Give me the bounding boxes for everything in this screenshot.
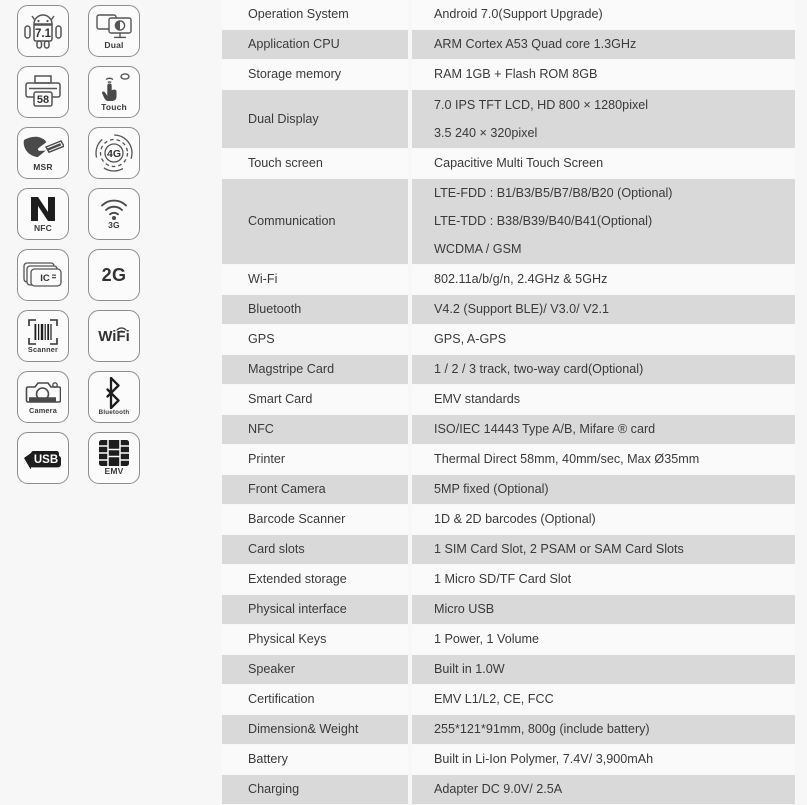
spec-value	[412, 385, 795, 414]
spec-value-line: 255*121*91mm, 800g (include battery)	[434, 722, 650, 736]
spec-label: Smart Card	[222, 385, 408, 414]
spec-value-line: V4.2 (Support BLE)/ V3.0/ V2.1	[434, 302, 610, 316]
android-version-icon	[17, 5, 69, 57]
table-row	[222, 415, 795, 444]
spec-label: Operation System	[222, 0, 408, 29]
bluetooth-label: Bluetooth	[98, 409, 130, 417]
table-row	[222, 625, 795, 654]
spec-label: Extended storage	[222, 565, 408, 594]
spec-value	[412, 149, 795, 178]
spec-value	[412, 625, 795, 654]
table-row	[222, 30, 795, 59]
spec-value-line: 3.5 240 × 320pixel	[434, 125, 538, 140]
spec-label: Wi-Fi	[222, 265, 408, 294]
spec-value-line: Adapter DC 9.0V/ 2.5A	[434, 782, 563, 796]
spec-value	[412, 715, 795, 744]
table-row	[222, 775, 795, 804]
hand-swipe-card-icon	[22, 134, 64, 162]
spec-value	[412, 535, 795, 564]
table-row	[222, 745, 795, 774]
table-row	[222, 385, 795, 414]
spec-label: Card slots	[222, 535, 408, 564]
dual-monitors-icon	[95, 12, 133, 40]
spec-label: Charging	[222, 775, 408, 804]
spec-value	[412, 655, 795, 684]
spec-value-line: GPS, A-GPS	[434, 332, 507, 346]
ic-cards-icon	[23, 261, 63, 289]
spec-value-line: 7.0 IPS TFT LCD, HD 800 × 1280pixel	[434, 97, 649, 112]
spec-label: Bluetooth	[222, 295, 408, 324]
table-row	[222, 179, 795, 264]
spec-label: Dimension& Weight	[222, 715, 408, 744]
spec-value	[412, 325, 795, 354]
spec-label: GPS	[222, 325, 408, 354]
spec-value	[412, 30, 795, 59]
usb-plug-icon	[22, 447, 64, 469]
table-row	[222, 445, 795, 474]
specification-table	[222, 0, 795, 805]
feature-icon-column	[0, 0, 218, 729]
spec-value-line: Thermal Direct 58mm, 40mm/sec, Max Ø35mm	[434, 452, 700, 466]
svg-text:7.1: 7.1	[35, 28, 51, 40]
usb-icon	[17, 432, 69, 484]
table-row	[222, 715, 795, 744]
network-2g-icon	[88, 249, 140, 301]
spec-value	[412, 265, 795, 294]
table-row	[222, 265, 795, 294]
spec-value-line: LTE-TDD : B38/B39/B40/B41(Optional)	[434, 214, 653, 228]
spec-value	[412, 475, 795, 504]
spec-value	[412, 445, 795, 474]
spec-label: Dual Display	[222, 90, 408, 148]
spec-value-line: Built in Li-Ion Polymer, 7.4V/ 3,900mAh	[434, 752, 654, 766]
svg-text:58: 58	[36, 94, 50, 106]
spec-value	[412, 685, 795, 714]
signal-rings-icon	[93, 132, 135, 174]
spec-label: Touch screen	[222, 149, 408, 178]
table-row	[222, 535, 795, 564]
spec-value-line: 1 / 2 / 3 track, two-way card(Optional)	[434, 362, 644, 376]
feature-icon-grid	[17, 5, 140, 484]
emv-label: EMV	[104, 466, 124, 477]
spec-value-line: LTE-FDD : B1/B3/B5/B7/B8/B20 (Optional)	[434, 186, 673, 200]
nfc-icon	[17, 188, 69, 240]
spec-value-line: EMV standards	[434, 392, 521, 406]
barcode-icon	[28, 319, 58, 345]
dual-display-icon	[88, 5, 140, 57]
spec-value-line: 1 SIM Card Slot, 2 PSAM or SAM Card Slots	[434, 542, 684, 556]
spec-label: Application CPU	[222, 30, 408, 59]
spec-label: Certification	[222, 685, 408, 714]
spec-value	[412, 355, 795, 384]
wifi-waves-accent-icon	[116, 326, 127, 333]
camera-body-icon	[25, 380, 61, 406]
barcode-scanner-icon	[17, 310, 69, 362]
spec-value	[412, 775, 795, 804]
ic-card-icon	[17, 249, 69, 301]
spec-value-line: EMV L1/L2, CE, FCC	[434, 692, 554, 706]
spec-value	[412, 565, 795, 594]
table-row	[222, 149, 795, 178]
network-4g-icon	[88, 127, 140, 179]
spec-value	[412, 415, 795, 444]
table-row	[222, 565, 795, 594]
touch-screen-label: Touch	[101, 102, 127, 113]
spec-value	[412, 595, 795, 624]
bluetooth-icon	[88, 371, 140, 423]
spec-label: Front Camera	[222, 475, 408, 504]
spec-value	[412, 90, 795, 148]
camera-icon	[17, 371, 69, 423]
spec-label: Physical Keys	[222, 625, 408, 654]
svg-text:USB: USB	[33, 454, 59, 466]
spec-label: Storage memory	[222, 60, 408, 89]
spec-label: Communication	[222, 179, 408, 264]
spec-value-line: Android 7.0(Support Upgrade)	[434, 7, 603, 21]
spec-label: NFC	[222, 415, 408, 444]
camera-label: Camera	[29, 405, 57, 415]
network-2g-label: 2G	[101, 264, 127, 285]
spec-value-line: 1D & 2D barcodes (Optional)	[434, 512, 596, 526]
hand-touch-icon	[97, 72, 131, 102]
spec-value	[412, 179, 795, 264]
spec-value-line: 5MP fixed (Optional)	[434, 482, 549, 496]
table-row	[222, 325, 795, 354]
spec-value	[412, 0, 795, 29]
spec-value	[412, 295, 795, 324]
dual-display-label: Dual	[104, 40, 124, 51]
spec-value-line: Capacitive Multi Touch Screen	[434, 156, 604, 170]
table-row	[222, 595, 795, 624]
svg-text:4G: 4G	[106, 148, 122, 160]
spec-value	[412, 505, 795, 534]
spec-value-line: 1 Micro SD/TF Card Slot	[434, 572, 572, 586]
wifi-waves-icon	[99, 198, 129, 220]
touch-screen-icon	[88, 66, 140, 118]
table-row	[222, 295, 795, 324]
printer-icon	[24, 74, 62, 110]
table-row	[222, 655, 795, 684]
table-row	[222, 0, 795, 29]
wifi-icon	[88, 310, 140, 362]
msr-label: MSR	[33, 162, 53, 173]
table-row	[222, 685, 795, 714]
table-row	[222, 355, 795, 384]
chip-contacts-icon	[99, 440, 129, 466]
wifi-label: WiFi	[98, 327, 130, 345]
network-3g-label: 3G	[108, 220, 120, 231]
spec-value-line: Micro USB	[434, 602, 495, 616]
table-row	[222, 90, 795, 148]
spec-label: Speaker	[222, 655, 408, 684]
msr-card-reader-icon	[17, 127, 69, 179]
network-3g-icon	[88, 188, 140, 240]
spec-value-line: Built in 1.0W	[434, 662, 505, 676]
spec-value-line: 802.11a/b/g/n, 2.4GHz & 5GHz	[434, 272, 608, 286]
svg-text:IC: IC	[40, 273, 50, 284]
table-row	[222, 505, 795, 534]
barcode-scanner-label: Scanner	[27, 344, 59, 354]
spec-value	[412, 745, 795, 774]
nfc-logo-icon	[29, 195, 57, 223]
spec-value-line: ARM Cortex A53 Quad core 1.3GHz	[434, 37, 637, 51]
spec-label: Barcode Scanner	[222, 505, 408, 534]
spec-value-line: ISO/IEC 14443 Type A/B, Mifare ® card	[434, 422, 656, 436]
spec-label: Magstripe Card	[222, 355, 408, 384]
spec-value-line: WCDMA / GSM	[434, 242, 522, 256]
thermal-printer-icon	[17, 66, 69, 118]
table-row	[222, 475, 795, 504]
bluetooth-rune-icon	[103, 377, 125, 409]
spec-label: Battery	[222, 745, 408, 774]
spec-value-line: RAM 1GB + Flash ROM 8GB	[434, 67, 598, 81]
spec-value	[412, 60, 795, 89]
spec-label: Physical interface	[222, 595, 408, 624]
spec-label: Printer	[222, 445, 408, 474]
emv-chip-icon	[88, 432, 140, 484]
spec-value-line: 1 Power, 1 Volume	[434, 632, 540, 646]
table-row	[222, 60, 795, 89]
nfc-label: NFC	[33, 223, 53, 234]
android-robot-icon	[23, 13, 63, 49]
